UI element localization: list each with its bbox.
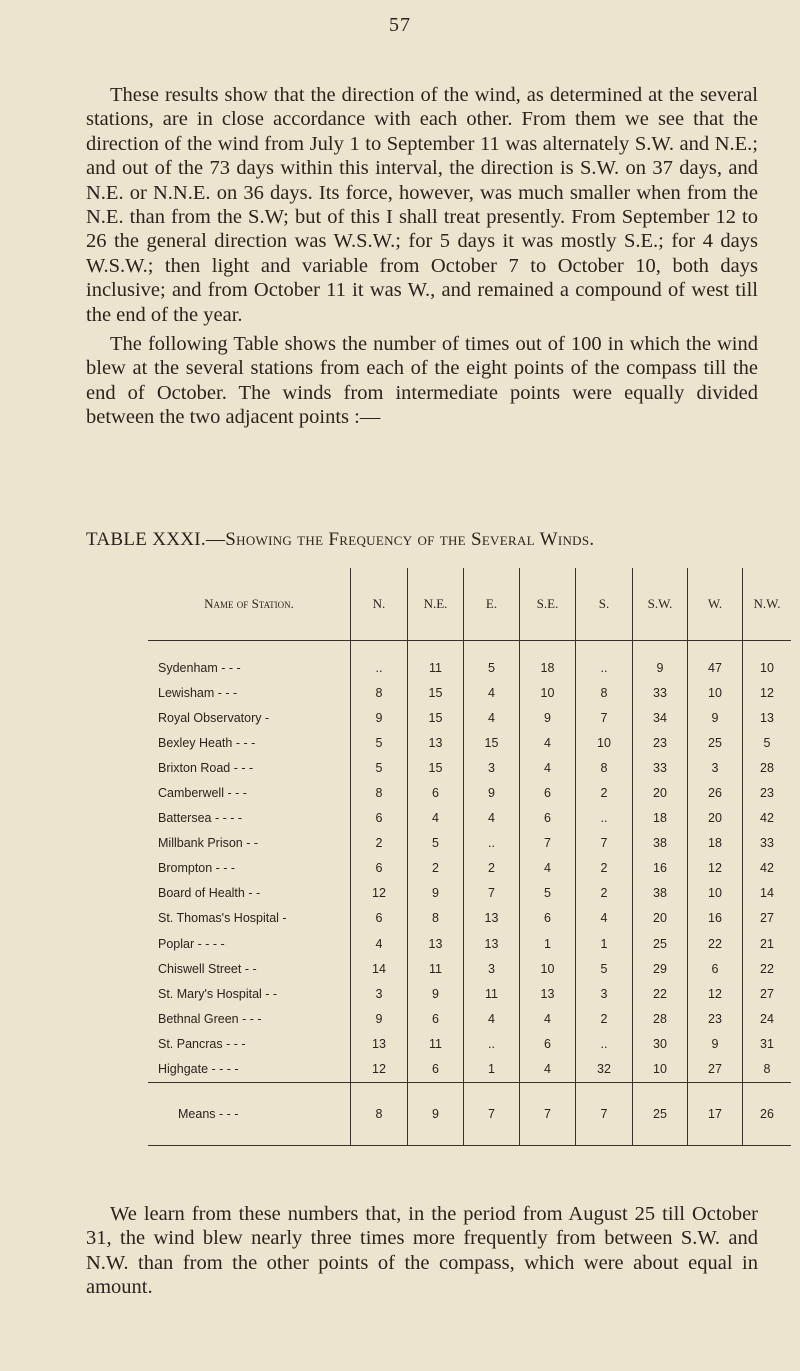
- table-cell: 8: [576, 680, 633, 705]
- table-cell: 9: [520, 705, 576, 730]
- conclusion-paragraph: We learn from these numbers that, in the period from August 25 till October 31, the wind blew nearly three times more frequently from between S.W. and N.W. than from the other points of the compass, which were about equal in amount.: [86, 1203, 758, 1299]
- means-cell: 7: [464, 1082, 520, 1145]
- table-cell: 7: [576, 831, 633, 856]
- table-cell: 18: [633, 806, 688, 831]
- table-cell: 7: [464, 881, 520, 906]
- table-cell: 28: [743, 755, 792, 780]
- table-cell: 9: [688, 1031, 743, 1056]
- table-row: [148, 856, 791, 881]
- table-cell: 12: [743, 680, 792, 705]
- table-cell: 16: [633, 856, 688, 881]
- table-row: [148, 730, 791, 755]
- means-cell: 25: [633, 1082, 688, 1145]
- table-cell: 4: [464, 705, 520, 730]
- station-name: Board of Health - -: [158, 886, 261, 901]
- table-cell: 9: [464, 780, 520, 805]
- table-cell: 32: [576, 1057, 633, 1083]
- table-cell: 2: [576, 856, 633, 881]
- table-cell: 9: [351, 705, 408, 730]
- table-cell: 6: [688, 956, 743, 981]
- table-cell: 8: [351, 680, 408, 705]
- table-cell: 5: [520, 881, 576, 906]
- table-cell: 27: [743, 906, 792, 931]
- table-cell: 34: [633, 705, 688, 730]
- table-cell: 9: [351, 1006, 408, 1031]
- table-cell: 8: [408, 906, 464, 931]
- table-cell: 7: [576, 705, 633, 730]
- table-cell: 6: [408, 1006, 464, 1031]
- table-cell: ..: [464, 1031, 520, 1056]
- table-cell: 15: [408, 680, 464, 705]
- table-cell: 5: [743, 730, 792, 755]
- table-cell: 4: [464, 806, 520, 831]
- table-cell: 2: [351, 831, 408, 856]
- table-row: [148, 705, 791, 730]
- table-cell: 20: [688, 806, 743, 831]
- table-cell: 9: [408, 981, 464, 1006]
- table-row: [148, 780, 791, 805]
- table-cell: 11: [408, 956, 464, 981]
- table-cell: 47: [688, 641, 743, 681]
- header-s: S.: [576, 568, 633, 641]
- table-cell: 5: [408, 831, 464, 856]
- table-cell: 15: [408, 755, 464, 780]
- table-cell: 42: [743, 806, 792, 831]
- table-cell: 11: [408, 1031, 464, 1056]
- table-cell: 27: [688, 1057, 743, 1083]
- table-cell: 31: [743, 1031, 792, 1056]
- station-name: Royal Observatory -: [158, 710, 270, 725]
- table-cell: 23: [633, 730, 688, 755]
- header-sw: S.W.: [633, 568, 688, 641]
- table-row: [148, 831, 791, 856]
- table-cell: 5: [351, 730, 408, 755]
- means-cell: 17: [688, 1082, 743, 1145]
- table-cell: 22: [688, 931, 743, 956]
- table-cell: 13: [464, 931, 520, 956]
- header-nw: N.W.: [743, 568, 792, 641]
- header-station: Name of Station.: [148, 568, 351, 641]
- table-caption: [86, 529, 776, 551]
- table-cell: 3: [351, 981, 408, 1006]
- table-cell: 33: [633, 680, 688, 705]
- table-row: [148, 881, 791, 906]
- table-cell: 42: [743, 856, 792, 881]
- table-cell: 22: [633, 981, 688, 1006]
- table-cell: 15: [464, 730, 520, 755]
- table-row: [148, 1006, 791, 1031]
- table-cell: 10: [743, 641, 792, 681]
- table-cell: 8: [351, 780, 408, 805]
- table-cell: ..: [576, 641, 633, 681]
- table-cell: 20: [633, 906, 688, 931]
- table-cell: 10: [520, 956, 576, 981]
- table-cell: ..: [576, 806, 633, 831]
- table-cell: 5: [576, 956, 633, 981]
- means-row: [148, 1082, 791, 1145]
- table-cell: 18: [688, 831, 743, 856]
- table-cell: 4: [520, 1006, 576, 1031]
- means-cell: 8: [351, 1082, 408, 1145]
- means-label: Means - - -: [148, 1082, 351, 1145]
- table-cell: 7: [520, 831, 576, 856]
- table-cell: 2: [576, 780, 633, 805]
- means-cell: 9: [408, 1082, 464, 1145]
- table-header-row: [148, 568, 791, 641]
- table-cell: 13: [408, 931, 464, 956]
- table-cell: ..: [351, 641, 408, 681]
- table-cell: 3: [576, 981, 633, 1006]
- header-n: N.: [351, 568, 408, 641]
- table-cell: 4: [464, 680, 520, 705]
- table-cell: 38: [633, 881, 688, 906]
- table-cell: 5: [351, 755, 408, 780]
- wind-frequency-table: [148, 568, 791, 1146]
- table-cell: 9: [408, 881, 464, 906]
- station-name: St. Pancras - - -: [158, 1036, 246, 1051]
- table-cell: 6: [408, 1057, 464, 1083]
- table-cell: 4: [464, 1006, 520, 1031]
- table-row: [148, 956, 791, 981]
- table-cell: 10: [520, 680, 576, 705]
- table-cell: 6: [520, 1031, 576, 1056]
- table-row: [148, 906, 791, 931]
- table-cell: 13: [464, 906, 520, 931]
- table-cell: 4: [520, 856, 576, 881]
- header-se: S.E.: [520, 568, 576, 641]
- table-cell: 23: [743, 780, 792, 805]
- station-name: St. Thomas's Hospital -: [158, 911, 287, 926]
- table-row: [148, 680, 791, 705]
- table-cell: 4: [408, 806, 464, 831]
- table-cell: 14: [743, 881, 792, 906]
- table-cell: 4: [576, 906, 633, 931]
- table-cell: 13: [351, 1031, 408, 1056]
- table-cell: 2: [464, 856, 520, 881]
- table-cell: 1: [576, 931, 633, 956]
- table-cell: 4: [351, 931, 408, 956]
- table-cell: 14: [351, 956, 408, 981]
- table-cell: 16: [688, 906, 743, 931]
- table-number: TABLE XXXI.: [86, 529, 206, 550]
- table-cell: 3: [464, 755, 520, 780]
- table-cell: 1: [464, 1057, 520, 1083]
- table-cell: 5: [464, 641, 520, 681]
- table-cell: 10: [688, 680, 743, 705]
- table-cell: ..: [576, 1031, 633, 1056]
- table-row: [148, 1057, 791, 1083]
- table-cell: 10: [688, 881, 743, 906]
- station-name: Camberwell - - -: [158, 786, 247, 801]
- table-cell: 27: [743, 981, 792, 1006]
- table-cell: 12: [688, 981, 743, 1006]
- table-cell: 33: [743, 831, 792, 856]
- table-cell: 18: [520, 641, 576, 681]
- header-e: E.: [464, 568, 520, 641]
- table-cell: 9: [633, 641, 688, 681]
- table-body: [148, 641, 791, 1083]
- means-cell: 7: [520, 1082, 576, 1145]
- station-name: Brixton Road - - -: [158, 760, 254, 775]
- table-cell: 6: [520, 806, 576, 831]
- table-cell: 4: [520, 730, 576, 755]
- table-cell: 25: [688, 730, 743, 755]
- means-cell: 7: [576, 1082, 633, 1145]
- table-cell: 22: [743, 956, 792, 981]
- table-cell: 21: [743, 931, 792, 956]
- header-ne: N.E.: [408, 568, 464, 641]
- table-row: [148, 931, 791, 956]
- table-cell: 10: [576, 730, 633, 755]
- table-cell: 3: [688, 755, 743, 780]
- table-cell: 25: [633, 931, 688, 956]
- table-cell: 13: [743, 705, 792, 730]
- table-cell: 23: [688, 1006, 743, 1031]
- station-name: Lewisham - - -: [158, 685, 238, 700]
- table-cell: 15: [408, 705, 464, 730]
- table-row: [148, 806, 791, 831]
- table-cell: 38: [633, 831, 688, 856]
- table-row: [148, 641, 791, 681]
- station-name: Chiswell Street - -: [158, 961, 257, 976]
- table-cell: 13: [520, 981, 576, 1006]
- table-row: [148, 1031, 791, 1056]
- table-cell: 13: [408, 730, 464, 755]
- table-cell: 10: [633, 1057, 688, 1083]
- table-cell: 4: [520, 1057, 576, 1083]
- table-cell: 6: [351, 906, 408, 931]
- table-cell: 2: [576, 1006, 633, 1031]
- table-cell: 8: [743, 1057, 792, 1083]
- table-cell: 12: [688, 856, 743, 881]
- table-cell: 29: [633, 956, 688, 981]
- station-name: Battersea - - - -: [158, 811, 243, 826]
- table-cell: 33: [633, 755, 688, 780]
- station-name: Highgate - - - -: [158, 1062, 239, 1077]
- table-cell: 28: [633, 1006, 688, 1031]
- station-name: St. Mary's Hospital - -: [158, 986, 278, 1001]
- table-cell: 24: [743, 1006, 792, 1031]
- station-name: Sydenham - - -: [158, 660, 241, 675]
- intro-paragraph: These results show that the direction of the wind, as determined at the several stations, are in close accordance with each other. From them we see that the direction of the wind from July 1 to September 11 was alternately S.W. and N.E.; and out of the 73 days within this interval, the direction is S.W. on 37 days, and N.E. or N.N.E. on 36 days. Its force, however, was much smaller when from the N.E. than from the S.W; but of this I shall treat presently. From September 12 to 26 the general direction was W.S.W.; for 5 days it was mostly S.E.; for 4 days W.S.W.; then light and variable from October 7 to October 10, both days inclusive; and from October 11 it was W., and remained a compound of west till the end of the year.: [86, 84, 758, 326]
- table-intro-paragraph: The following Table shows the number of times out of 100 in which the wind blew at the several stations from each of the eight points of the compass till the end of October. The winds from intermediate points were equally divided between the two adjacent points :—: [86, 333, 758, 429]
- table-cell: 11: [464, 981, 520, 1006]
- table-cell: 30: [633, 1031, 688, 1056]
- table-cell: 6: [351, 806, 408, 831]
- table-cell: 4: [520, 755, 576, 780]
- table-cell: 11: [408, 641, 464, 681]
- table-cell: 6: [520, 906, 576, 931]
- table-cell: 6: [351, 856, 408, 881]
- table-cell: 2: [576, 881, 633, 906]
- table-cell: 6: [408, 780, 464, 805]
- table-cell: 2: [408, 856, 464, 881]
- station-name: Bexley Heath - - -: [158, 735, 256, 750]
- station-name: Bethnal Green - - -: [158, 1011, 262, 1026]
- table-cell: 12: [351, 881, 408, 906]
- table-title: —Showing the Frequency of the Several Winds.: [205, 529, 595, 550]
- means-cell: 26: [743, 1082, 792, 1145]
- table-cell: 20: [633, 780, 688, 805]
- table-row: [148, 981, 791, 1006]
- table-cell: 26: [688, 780, 743, 805]
- page-number: 57: [389, 14, 411, 36]
- table-cell: 8: [576, 755, 633, 780]
- station-name: Poplar - - - -: [158, 936, 225, 951]
- station-name: Millbank Prison - -: [158, 836, 259, 851]
- table-cell: 12: [351, 1057, 408, 1083]
- table-cell: 3: [464, 956, 520, 981]
- table-cell: ..: [464, 831, 520, 856]
- table-cell: 9: [688, 705, 743, 730]
- station-name: Brompton - - -: [158, 861, 236, 876]
- table-cell: 1: [520, 931, 576, 956]
- header-w: W.: [688, 568, 743, 641]
- table-cell: 6: [520, 780, 576, 805]
- table-row: [148, 755, 791, 780]
